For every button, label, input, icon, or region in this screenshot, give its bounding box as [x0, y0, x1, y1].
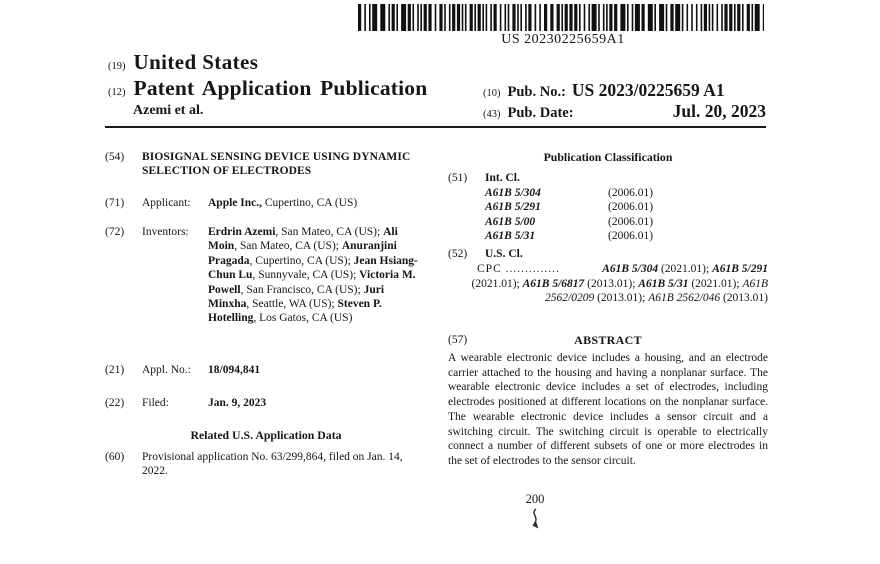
uscl-label: U.S. Cl.: [485, 248, 523, 260]
intcl-entry: A61B 5/31 (2006.01): [485, 230, 654, 243]
filed-block: [105, 396, 427, 410]
publication-number-line: [483, 80, 766, 101]
intcl-entry: A61B 5/00 (2006.01): [485, 215, 654, 228]
cpc-codes: A61B 5/304 (2021.01); A61B 5/291 (2021.01); A61B 5/6817 (2013.01); A61B 5/31 (2021.01); A61B 2562/0209 (2013.01); A61B 2562/046 (2013.01): [471, 263, 768, 305]
author-citation: Azemi et al.: [133, 103, 204, 118]
field-57: (57): [448, 334, 468, 346]
field-60: (60): [105, 451, 125, 463]
header-country-line: [108, 50, 258, 75]
field-22: (22): [105, 397, 125, 409]
classification-heading: Publication Classification: [543, 150, 673, 164]
intcl-entry: A61B 5/291 (2006.01): [485, 201, 654, 214]
intcl-entries: [485, 186, 685, 244]
abstract-heading: ABSTRACT: [574, 333, 642, 347]
field-51: (51): [448, 172, 468, 184]
inventors-label: Inventors:: [142, 226, 189, 238]
figure-ref-number: 200: [525, 492, 545, 506]
header-divider: [105, 126, 766, 128]
applicant-value: [208, 196, 427, 210]
filed-label: Filed:: [142, 397, 169, 409]
intcl-table: [448, 186, 768, 244]
intcl-block: [448, 171, 768, 185]
publication-date-line: [483, 101, 766, 122]
country-name: United States: [133, 50, 259, 74]
abstract-text: A wearable electronic device includes a housing, and an electrode carrier attached to the housing and having a nonplanar surface. The wearable electronic device includes a set of electrodes, including electrodes positioned at different locations on the nonplanar surface. The wearable electronic device includes a sensor circuit and a switching circuit. The switching circuit is operable to electrically connect a number of different subsets of one or more electrodes in the set of electrodes to the sensor circuit.: [448, 352, 768, 467]
kind-code-19: (19): [108, 61, 126, 72]
kind-code-43: (43): [483, 109, 501, 120]
pub-date-value: Jul. 20, 2023: [672, 101, 766, 121]
field-52: (52): [448, 248, 468, 260]
pub-no-value: US 2023/0225659 A1: [571, 80, 725, 100]
figure-ref-arrow-icon: [524, 507, 546, 533]
inventors-list: Erdrin Azemi, San Mateo, CA (US); Ali Moin, San Mateo, CA (US); Anuranjini Pragada, Cupertino, CA (US); Jean Hsiang-Chun Lu, Sunnyvale, CA (US); Victoria M. Powell, San Francisco, CA (US); Juri Minxha, Seattle, WA (US); Steven P. Hotelling, Los Gatos, CA (US): [208, 226, 418, 325]
pub-date-label: Pub. Date:: [507, 105, 574, 121]
uscl-block: [448, 247, 768, 261]
abstract-heading-row: [448, 333, 768, 347]
filed-value: Jan. 9, 2023: [208, 397, 267, 409]
kind-code-12: (12): [108, 87, 126, 98]
field-71: (71): [105, 197, 125, 209]
applicant-location: Cupertino, CA (US): [262, 197, 358, 209]
applicant-block: [105, 196, 427, 210]
barcode-bars: [358, 4, 768, 31]
barcode-number: US 20230225659A1: [501, 32, 625, 47]
field-72: (72): [105, 226, 125, 238]
pub-no-label: Pub. No.:: [507, 84, 566, 100]
field-54: (54): [105, 151, 125, 163]
appl-no-label: Appl. No.:: [142, 364, 191, 376]
title-block: [105, 150, 427, 179]
figure-reference: [512, 492, 558, 533]
cpc-paragraph: [448, 262, 768, 306]
appl-no-block: [105, 363, 427, 377]
invention-title: BIOSIGNAL SENSING DEVICE USING DYNAMIC SELECTION OF ELECTRODES: [142, 151, 411, 178]
barcode: [358, 4, 768, 48]
inventors-block: [105, 225, 427, 326]
applicant-label: Applicant:: [142, 197, 191, 209]
provisional-text: Provisional application No. 63/299,864, filed on Jan. 14, 2022.: [142, 451, 403, 478]
kind-code-10: (10): [483, 88, 501, 99]
appl-no-value: 18/094,841: [208, 364, 261, 376]
applicant-name: Apple Inc.,: [208, 197, 262, 209]
cpc-prefix: CPC ..............: [477, 263, 560, 275]
intcl-entry: A61B 5/304 (2006.01): [485, 187, 654, 199]
field-21: (21): [105, 364, 125, 376]
intcl-label: Int. Cl.: [485, 172, 520, 184]
document-type: Patent Application Publication: [133, 76, 428, 100]
provisional-block: [105, 450, 427, 479]
related-data-heading: Related U.S. Application Data: [190, 428, 342, 442]
header-doctype-line: [108, 76, 427, 101]
